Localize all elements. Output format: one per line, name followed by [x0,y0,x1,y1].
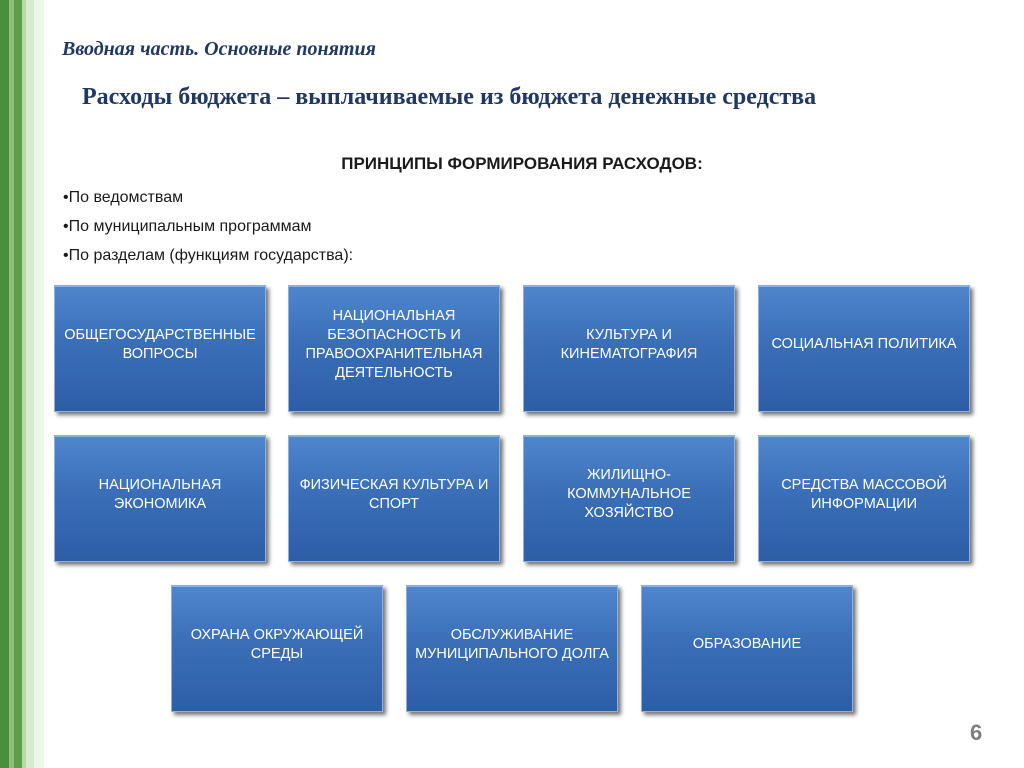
budget-section-box [406,585,618,712]
budget-section-box [758,435,970,562]
budget-section-box [641,585,853,712]
box-label: НАЦИОНАЛЬНАЯ БЕЗОПАСНОСТЬ И ПРАВООХРАНИТЕЛЬНАЯ ДЕЯТЕЛЬНОСТЬ [305,307,483,381]
budget-section-box [288,435,500,562]
principles-list [63,187,353,274]
box-label: ОБСЛУЖИВАНИЕ МУНИЦИПАЛЬНОГО ДОЛГА [415,626,609,662]
budget-section-box [523,285,735,412]
budget-section-box [288,285,500,412]
budget-section-box [758,285,970,412]
list-item: •По разделам (функциям государства): [63,247,354,264]
budget-section-box [171,585,383,712]
box-label: ОХРАНА ОКРУЖАЮЩЕЙ СРЕДЫ [190,626,364,662]
box-label: ОБРАЗОВАНИЕ [692,636,802,652]
budget-section-box [54,435,266,562]
decorative-side-stripes [0,0,44,768]
box-label: СОЦИАЛЬНАЯ ПОЛИТИКА [771,336,957,352]
box-label: ЖИЛИЩНО-КОММУНАЛЬНОЕ ХОЗЯЙСТВО [567,467,691,521]
budget-section-box [523,435,735,562]
box-label: ОБЩЕГОСУДАРСТВЕННЫЕ ВОПРОСЫ [64,326,256,362]
box-label: СРЕДСТВА МАССОВОЙ ИНФОРМАЦИИ [781,476,947,512]
slide-title: Расходы бюджета – выплачиваемые из бюджета денежные средства [82,84,817,110]
box-label: КУЛЬТУРА И КИНЕМАТОГРАФИЯ [560,326,698,362]
slide-subtitle: Вводная часть. Основные понятия [62,38,376,60]
list-item: •По муниципальным программам [63,218,312,235]
list-item: •По ведомствам [63,189,184,206]
section-heading: ПРИНЦИПЫ ФОРМИРОВАНИЯ РАСХОДОВ: [341,154,703,173]
page-number: 6 [970,720,983,745]
budget-section-box [54,285,266,412]
box-label: НАЦИОНАЛЬНАЯ ЭКОНОМИКА [98,476,222,512]
box-label: ФИЗИЧЕСКАЯ КУЛЬТУРА И СПОРТ [299,476,489,512]
